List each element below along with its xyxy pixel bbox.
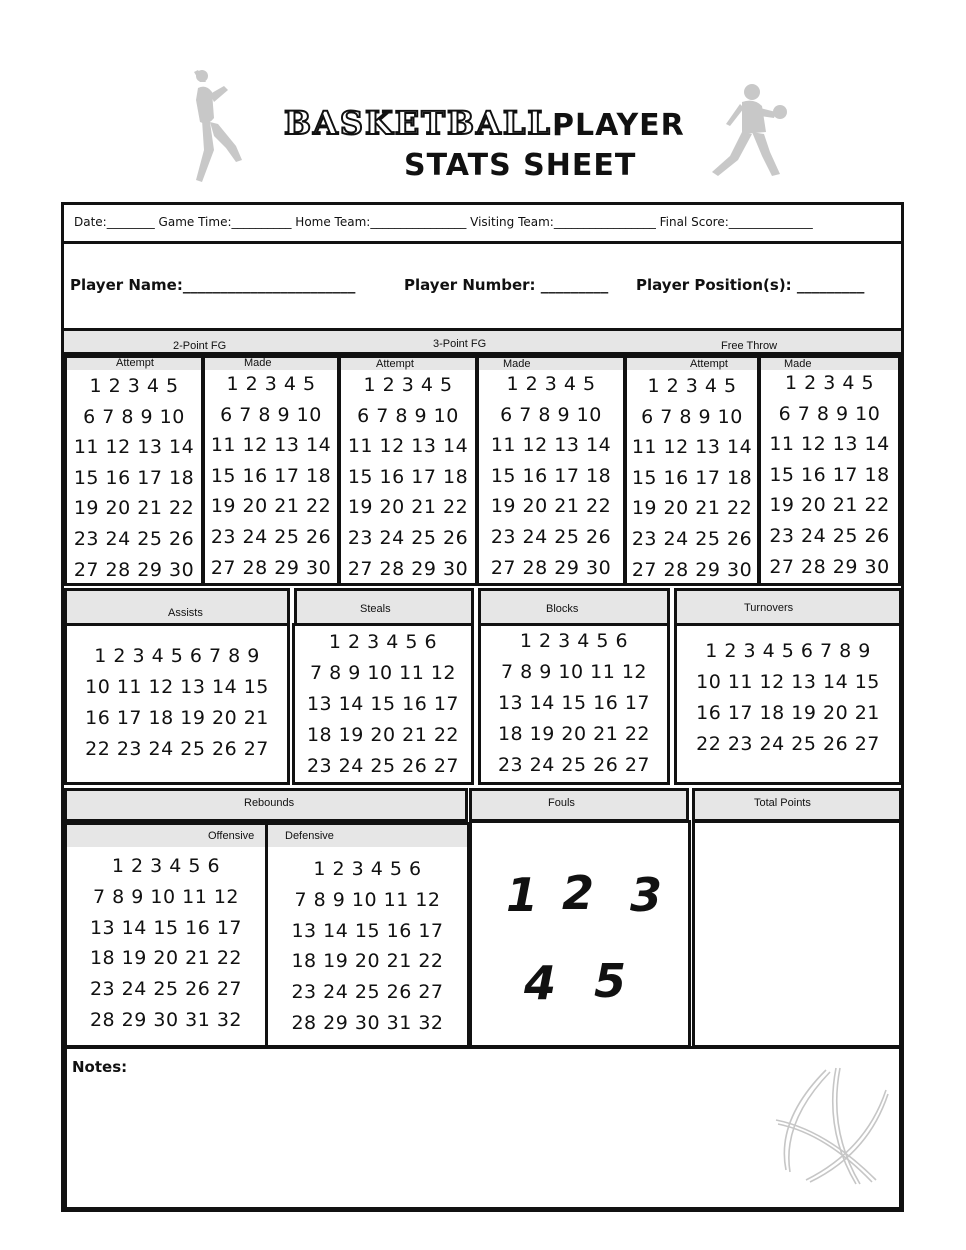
label-strip bbox=[479, 358, 623, 370]
free-throw-attempt-row-5[interactable]: 19 20 21 22 bbox=[631, 497, 753, 520]
free-throw-made-row-6[interactable]: 23 24 25 26 bbox=[769, 525, 890, 547]
assists-row-2[interactable]: 10 11 12 13 14 15 bbox=[85, 676, 269, 698]
blocks-row-2[interactable]: 7 8 9 10 11 12 bbox=[501, 661, 647, 683]
free-throw-attempt-row-1[interactable]: 1 2 3 4 5 bbox=[647, 375, 737, 397]
foul-mark-3[interactable]: 3 bbox=[630, 868, 663, 922]
defensive-rebounds-row-6[interactable]: 28 29 30 31 32 bbox=[291, 1012, 444, 1034]
player-dribbling-silhouette-icon bbox=[708, 82, 792, 182]
defensive-rebounds-row-3[interactable]: 13 14 15 16 17 bbox=[291, 919, 444, 942]
notes-label: Notes: bbox=[72, 1058, 128, 1076]
two-point-made-row-1[interactable]: 1 2 3 4 5 bbox=[226, 373, 316, 395]
free-throw-made-row-7[interactable]: 27 28 29 30 bbox=[769, 555, 890, 578]
two-point-attempt-row-2[interactable]: 6 7 8 9 10 bbox=[83, 405, 185, 428]
three-point-attempt-row-5[interactable]: 19 20 21 22 bbox=[347, 496, 469, 519]
basketball-watermark-icon bbox=[766, 1060, 896, 1190]
steals-row-2[interactable]: 7 8 9 10 11 12 bbox=[310, 662, 456, 684]
two-point-made-row-5[interactable]: 19 20 21 22 bbox=[210, 495, 332, 518]
blocks-row-3[interactable]: 13 14 15 16 17 bbox=[497, 692, 651, 714]
three-point-attempt-row-4[interactable]: 15 16 17 18 bbox=[347, 465, 469, 488]
two-point-attempt-row-1[interactable]: 1 2 3 4 5 bbox=[89, 375, 179, 397]
blocks-row-1[interactable]: 1 2 3 4 5 6 bbox=[519, 630, 629, 652]
turnovers-row-4[interactable]: 22 23 24 25 26 27 bbox=[696, 733, 880, 755]
offensive-rebounds-row-2[interactable]: 7 8 9 10 11 12 bbox=[93, 885, 239, 908]
defensive-rebounds-row-4[interactable]: 18 19 20 21 22 bbox=[291, 950, 444, 973]
foul-mark-1[interactable]: 1 bbox=[506, 868, 539, 922]
two-point-attempt-row-6[interactable]: 23 24 25 26 bbox=[73, 528, 195, 550]
free-throw-attempt-row-2[interactable]: 6 7 8 9 10 bbox=[641, 405, 743, 428]
free-throw-attempt-row-3[interactable]: 11 12 13 14 bbox=[631, 436, 753, 459]
blocks-row-4[interactable]: 18 19 20 21 22 bbox=[497, 723, 651, 745]
foul-mark-5[interactable]: 5 bbox=[594, 954, 627, 1008]
defensive-label: Defensive bbox=[285, 830, 334, 842]
two-point-attempt-row-4[interactable]: 15 16 17 18 bbox=[73, 466, 195, 489]
two-point-made-row-6[interactable]: 23 24 25 26 bbox=[210, 526, 332, 548]
free-throw-attempt-row-7[interactable]: 27 28 29 30 bbox=[631, 558, 753, 581]
turnovers-label: Turnovers bbox=[744, 602, 794, 614]
fouls-box bbox=[469, 820, 691, 1048]
defensive-rebounds-row-2[interactable]: 7 8 9 10 11 12 bbox=[294, 888, 441, 911]
made-label: Made bbox=[244, 357, 272, 369]
free-throw-made-row-4[interactable]: 15 16 17 18 bbox=[769, 463, 890, 486]
three-point-made-row-3[interactable]: 11 12 13 14 bbox=[490, 434, 612, 457]
attempt-label: Attempt bbox=[690, 358, 728, 370]
fouls-label: Fouls bbox=[548, 797, 575, 809]
steals-row-1[interactable]: 1 2 3 4 5 6 bbox=[328, 631, 438, 653]
assists-row-3[interactable]: 16 17 18 19 20 21 bbox=[85, 707, 269, 729]
steals-row-5[interactable]: 23 24 25 26 27 bbox=[306, 755, 460, 777]
title-basketball: BASKETBALL bbox=[284, 104, 552, 142]
title-player: PLAYER bbox=[552, 108, 685, 143]
made-label: Made bbox=[503, 358, 531, 370]
free-throw-attempt-row-6[interactable]: 23 24 25 26 bbox=[631, 528, 753, 550]
blocks-row-5[interactable]: 23 24 25 26 27 bbox=[497, 754, 651, 776]
assists-label: Assists bbox=[168, 607, 203, 619]
player-name-field[interactable]: Player Name:_______________________ bbox=[70, 276, 356, 294]
two-point-attempt-row-7[interactable]: 27 28 29 30 bbox=[73, 558, 195, 581]
two-point-fg-label: 2-Point FG bbox=[173, 340, 227, 352]
foul-mark-4[interactable]: 4 bbox=[524, 956, 557, 1010]
player-dunking-silhouette-icon bbox=[180, 70, 250, 190]
offensive-rebounds-row-1[interactable]: 1 2 3 4 5 6 bbox=[111, 855, 221, 877]
offensive-rebounds-row-6[interactable]: 28 29 30 31 32 bbox=[89, 1009, 243, 1031]
three-point-made-row-4[interactable]: 15 16 17 18 bbox=[490, 464, 612, 487]
two-point-attempt-row-5[interactable]: 19 20 21 22 bbox=[73, 497, 195, 520]
three-point-attempt-row-3[interactable]: 11 12 13 14 bbox=[347, 435, 469, 458]
two-point-made-row-7[interactable]: 27 28 29 30 bbox=[210, 556, 332, 579]
free-throw-made-row-3[interactable]: 11 12 13 14 bbox=[769, 433, 890, 456]
rebounds-label: Rebounds bbox=[244, 797, 295, 809]
three-point-made-row-1[interactable]: 1 2 3 4 5 bbox=[506, 373, 596, 395]
three-point-attempt-row-2[interactable]: 6 7 8 9 10 bbox=[357, 404, 459, 427]
turnovers-row-2[interactable]: 10 11 12 13 14 15 bbox=[696, 671, 880, 693]
three-point-made-row-6[interactable]: 23 24 25 26 bbox=[490, 526, 612, 548]
fouls-header bbox=[469, 788, 689, 822]
offensive-rebounds-row-3[interactable]: 13 14 15 16 17 bbox=[89, 916, 243, 939]
offensive-rebounds-row-4[interactable]: 18 19 20 21 22 bbox=[89, 947, 243, 970]
title-stats-sheet: STATS SHEET bbox=[404, 148, 637, 183]
three-point-attempt-row-7[interactable]: 27 28 29 30 bbox=[347, 557, 469, 580]
player-number-field[interactable]: Player Number: _________ bbox=[404, 276, 609, 294]
three-point-attempt-row-6[interactable]: 23 24 25 26 bbox=[347, 527, 469, 549]
two-point-attempt-row-3[interactable]: 11 12 13 14 bbox=[73, 436, 195, 459]
three-point-made-row-2[interactable]: 6 7 8 9 10 bbox=[500, 403, 602, 426]
defensive-rebounds-row-5[interactable]: 23 24 25 26 27 bbox=[291, 981, 444, 1004]
blocks-label: Blocks bbox=[546, 603, 579, 615]
steals-row-3[interactable]: 13 14 15 16 17 bbox=[306, 693, 460, 715]
steals-label: Steals bbox=[360, 603, 391, 615]
two-point-made-row-4[interactable]: 15 16 17 18 bbox=[210, 464, 332, 487]
foul-mark-2[interactable]: 2 bbox=[562, 866, 595, 920]
assists-row-4[interactable]: 22 23 24 25 26 27 bbox=[85, 738, 269, 760]
offensive-rebounds-row-5[interactable]: 23 24 25 26 27 bbox=[89, 978, 243, 1001]
free-throw-made-row-5[interactable]: 19 20 21 22 bbox=[769, 494, 890, 517]
made-label: Made bbox=[784, 358, 812, 370]
free-throw-label: Free Throw bbox=[721, 340, 778, 352]
two-point-made-row-2[interactable]: 6 7 8 9 10 bbox=[220, 403, 322, 426]
offensive-label: Offensive bbox=[208, 830, 255, 842]
turnovers-row-3[interactable]: 16 17 18 19 20 21 bbox=[696, 702, 880, 724]
turnovers-row-1[interactable]: 1 2 3 4 5 6 7 8 9 bbox=[705, 640, 871, 662]
three-point-made-row-5[interactable]: 19 20 21 22 bbox=[490, 495, 612, 518]
total-points-box[interactable] bbox=[692, 820, 902, 1048]
three-point-attempt-row-1[interactable]: 1 2 3 4 5 bbox=[363, 374, 453, 396]
three-point-made-row-7[interactable]: 27 28 29 30 bbox=[490, 556, 612, 579]
attempt-label: Attempt bbox=[116, 357, 154, 369]
free-throw-made-row-2[interactable]: 6 7 8 9 10 bbox=[778, 402, 881, 425]
three-point-fg-label: 3-Point FG bbox=[433, 338, 487, 350]
player-position-field[interactable]: Player Position(s): _________ bbox=[636, 276, 865, 294]
free-throw-made-row-1[interactable]: 1 2 3 4 5 bbox=[784, 372, 875, 394]
attempt-label: Attempt bbox=[376, 358, 414, 370]
label-strip bbox=[761, 358, 898, 370]
total-points-label: Total Points bbox=[754, 797, 811, 809]
game-info-fields[interactable]: Date:________ Game Time:__________ Home Team:________________ Visiting Team:_________________ Final Score:______________ bbox=[74, 215, 813, 229]
assists-row-1[interactable]: 1 2 3 4 5 6 7 8 9 bbox=[94, 645, 260, 667]
defensive-rebounds-row-1[interactable]: 1 2 3 4 5 6 bbox=[313, 858, 422, 880]
free-throw-attempt-row-4[interactable]: 15 16 17 18 bbox=[631, 466, 753, 489]
steals-row-4[interactable]: 18 19 20 21 22 bbox=[306, 724, 460, 746]
two-point-made-row-3[interactable]: 11 12 13 14 bbox=[210, 434, 332, 457]
